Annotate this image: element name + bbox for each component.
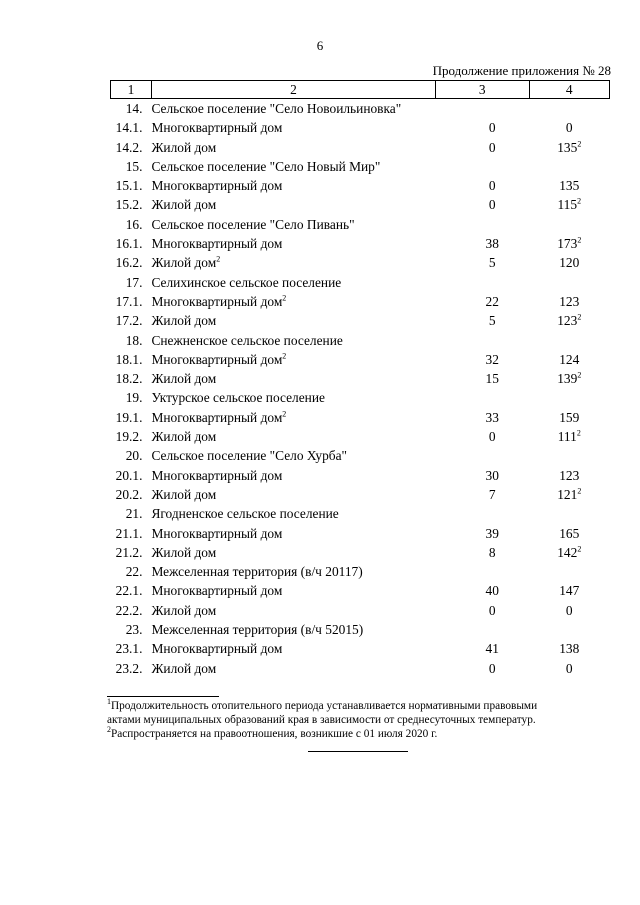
table-row (111, 215, 610, 234)
row-value-4 (529, 562, 609, 581)
table-row (111, 369, 610, 388)
row-value-4 (529, 292, 609, 311)
row-value-3 (435, 639, 529, 658)
row-number (111, 446, 152, 465)
row-name (151, 369, 435, 388)
row-number (111, 620, 152, 639)
table-row (111, 253, 610, 272)
row-number (111, 369, 152, 388)
table-row (111, 427, 610, 446)
footnote-ref: 2 (577, 486, 582, 496)
row-value-3-text: 0 (488, 120, 496, 136)
row-value-4 (529, 253, 609, 272)
row-name (151, 581, 435, 600)
row-number-text: 20. (125, 448, 143, 464)
row-value-3 (435, 388, 529, 407)
row-value-3 (435, 292, 529, 311)
row-number (111, 524, 152, 543)
row-value-3-text: 0 (488, 429, 496, 445)
footnote-ref: 2 (577, 312, 582, 322)
footnote-ref: 2 (577, 235, 582, 245)
row-name (151, 446, 435, 465)
column-header-4: 4 (529, 81, 609, 99)
row-number-text: 18. (125, 332, 143, 348)
row-value-4 (529, 408, 609, 427)
row-number-text: 15.1. (115, 178, 143, 194)
row-name-text: Жилой дом (151, 602, 217, 618)
table-row (111, 581, 610, 600)
row-value-4 (529, 369, 609, 388)
row-name (151, 485, 435, 504)
row-number-text: 16.2. (115, 255, 143, 271)
table-row (111, 504, 610, 523)
row-name-text: Многоквартирный дом (151, 120, 283, 136)
column-header-3: 3 (435, 81, 529, 99)
row-number (111, 388, 152, 407)
row-value-4 (529, 504, 609, 523)
row-value-3-text: 39 (485, 525, 499, 541)
row-value-4 (529, 138, 609, 157)
row-number (111, 234, 152, 253)
end-separator (308, 751, 408, 752)
row-value-4-text: 165 (559, 525, 580, 541)
row-name-text: Многоквартирный дом (151, 293, 283, 309)
row-value-4 (529, 524, 609, 543)
row-number (111, 485, 152, 504)
row-value-4-text: 120 (559, 255, 580, 271)
row-value-4-text: 135 (559, 178, 580, 194)
heating-period-table (110, 80, 610, 678)
table-row (111, 659, 610, 678)
row-value-4-text: 115 (557, 197, 578, 213)
row-value-3 (435, 427, 529, 446)
row-value-4 (529, 446, 609, 465)
row-value-3 (435, 581, 529, 600)
row-number-text: 15. (125, 158, 143, 174)
row-number-text: 20.1. (115, 467, 143, 483)
row-name-text: Многоквартирный дом (151, 467, 283, 483)
row-name (151, 195, 435, 214)
row-name (151, 562, 435, 581)
row-name (151, 388, 435, 407)
row-value-4 (529, 311, 609, 330)
column-header-2: 2 (151, 81, 435, 99)
row-value-4-text: 123 (557, 313, 578, 329)
table-row (111, 118, 610, 137)
row-name (151, 292, 435, 311)
row-value-4 (529, 99, 609, 119)
row-number (111, 601, 152, 620)
row-number (111, 195, 152, 214)
footnote-2 (107, 727, 607, 741)
row-name-text: Межселенная территория (в/ч 20117) (151, 564, 363, 580)
row-value-4 (529, 639, 609, 658)
row-value-4-text: 123 (559, 467, 580, 483)
row-name-text: Уктурское сельское поселение (151, 390, 325, 406)
row-value-4 (529, 427, 609, 446)
row-name-text: Межселенная территория (в/ч 52015) (151, 622, 364, 638)
row-value-3 (435, 601, 529, 620)
row-name (151, 157, 435, 176)
row-name-text: Жилой дом (151, 660, 217, 676)
row-value-3-text: 38 (485, 236, 499, 252)
row-value-4-text: 123 (559, 293, 580, 309)
footnote-ref: 2 (577, 544, 582, 554)
row-value-4 (529, 195, 609, 214)
table-row (111, 562, 610, 581)
row-value-3 (435, 369, 529, 388)
row-value-4 (529, 388, 609, 407)
row-value-4 (529, 659, 609, 678)
row-number-text: 22.1. (115, 583, 143, 599)
row-value-3-text: 8 (488, 544, 496, 560)
row-value-4-text: 0 (565, 660, 573, 676)
table-row (111, 234, 610, 253)
row-value-4-text: 142 (557, 544, 578, 560)
row-value-3 (435, 562, 529, 581)
row-value-3-text: 7 (488, 486, 496, 502)
row-name-text: Ягодненское сельское поселение (151, 506, 339, 522)
footnote-2-text: Распространяется на правоотношения, возникшие с 01 июля 2020 г. (111, 728, 438, 740)
row-name-text: Сельское поселение "Село Хурба" (151, 448, 348, 464)
row-number (111, 639, 152, 658)
row-name (151, 659, 435, 678)
row-name-text: Сельское поселение "Село Новоильиновка" (151, 101, 402, 116)
row-number-text: 20.2. (115, 486, 143, 502)
row-value-3-text: 0 (488, 602, 496, 618)
row-name (151, 504, 435, 523)
row-value-4 (529, 485, 609, 504)
row-name-text: Многоквартирный дом (151, 409, 283, 425)
row-value-4 (529, 215, 609, 234)
row-value-3 (435, 446, 529, 465)
row-value-4-text: 111 (557, 429, 577, 445)
row-number (111, 157, 152, 176)
row-name (151, 311, 435, 330)
footnote-ref: 2 (577, 197, 582, 207)
row-name (151, 543, 435, 562)
row-value-3 (435, 176, 529, 195)
row-value-3 (435, 543, 529, 562)
row-value-4-text: 138 (559, 641, 580, 657)
row-value-3-text: 5 (488, 313, 496, 329)
row-number (111, 543, 152, 562)
row-value-3-text: 33 (485, 409, 499, 425)
row-value-4 (529, 466, 609, 485)
table-row (111, 466, 610, 485)
row-number (111, 138, 152, 157)
footnotes (107, 699, 607, 741)
row-number-text: 23. (125, 622, 143, 638)
row-value-4 (529, 176, 609, 195)
column-header-1: 1 (111, 81, 152, 99)
footnote-ref: 2 (216, 254, 221, 264)
row-name (151, 118, 435, 137)
row-value-3-text: 0 (488, 139, 496, 155)
footnote-1-mark: 1 (107, 697, 111, 707)
row-value-3-text: 15 (485, 371, 499, 387)
row-name (151, 215, 435, 234)
row-number (111, 253, 152, 272)
footnote-2-mark: 2 (107, 725, 111, 735)
row-value-3 (435, 215, 529, 234)
row-name-text: Снежненское сельское поселение (151, 332, 343, 348)
table-row (111, 524, 610, 543)
row-value-3 (435, 253, 529, 272)
row-value-4 (529, 331, 609, 350)
row-name (151, 408, 435, 427)
row-number (111, 292, 152, 311)
row-value-4-text: 0 (565, 602, 573, 618)
row-value-3 (435, 99, 529, 119)
row-value-3 (435, 234, 529, 253)
row-value-4 (529, 157, 609, 176)
row-value-4-text: 159 (559, 409, 580, 425)
row-value-4-text: 135 (557, 139, 578, 155)
row-number-text: 18.1. (115, 351, 143, 367)
continuation-caption: Продолжение приложения № 28 (432, 63, 611, 78)
table-row (111, 195, 610, 214)
row-name-text: Жилой дом (151, 313, 217, 329)
table-row (111, 485, 610, 504)
row-name (151, 350, 435, 369)
row-value-3 (435, 118, 529, 137)
row-number-text: 17.2. (115, 313, 143, 329)
table-row (111, 331, 610, 350)
row-value-3 (435, 138, 529, 157)
row-value-3-text: 0 (488, 197, 496, 213)
row-number (111, 176, 152, 195)
row-value-4 (529, 273, 609, 292)
row-value-3-text: 30 (485, 467, 499, 483)
row-name (151, 601, 435, 620)
row-number (111, 273, 152, 292)
row-number-text: 14.1. (115, 120, 143, 136)
row-number (111, 562, 152, 581)
table-row (111, 311, 610, 330)
table-row (111, 601, 610, 620)
footnote-ref: 2 (577, 370, 582, 380)
table-header-row (111, 81, 610, 99)
row-number (111, 659, 152, 678)
row-number (111, 350, 152, 369)
row-value-3 (435, 485, 529, 504)
row-number (111, 118, 152, 137)
row-number (111, 331, 152, 350)
row-name (151, 234, 435, 253)
row-number-text: 21.2. (115, 544, 143, 560)
table-row (111, 292, 610, 311)
row-number-text: 23.2. (115, 660, 143, 676)
row-value-4-text: 0 (565, 120, 573, 136)
row-number (111, 581, 152, 600)
footnote-ref: 2 (576, 428, 581, 438)
row-name-text: Жилой дом (151, 139, 217, 155)
row-name (151, 331, 435, 350)
row-name-text: Многоквартирный дом (151, 525, 283, 541)
table-row (111, 350, 610, 369)
row-number-text: 21.1. (115, 525, 143, 541)
table-row (111, 157, 610, 176)
row-value-4 (529, 118, 609, 137)
row-value-3 (435, 620, 529, 639)
row-value-4-text: 139 (557, 371, 578, 387)
row-name-text: Сельское поселение "Село Новый Мир" (151, 158, 381, 174)
row-value-4-text: 173 (557, 236, 578, 252)
row-name-text: Сельское поселение "Село Пивань" (151, 216, 355, 232)
row-name-text: Жилой дом (151, 197, 217, 213)
row-number (111, 215, 152, 234)
row-name-text: Многоквартирный дом (151, 641, 283, 657)
row-number-text: 22. (125, 564, 143, 580)
page-number: 6 (316, 38, 324, 53)
footnote-ref: 2 (282, 293, 287, 303)
row-number (111, 466, 152, 485)
row-value-3-text: 0 (488, 660, 496, 676)
row-value-4-text: 121 (557, 486, 578, 502)
row-value-3 (435, 195, 529, 214)
table-row (111, 388, 610, 407)
row-value-4-text: 124 (559, 351, 580, 367)
footnote-1 (107, 699, 607, 727)
footnote-ref: 2 (577, 139, 582, 149)
row-value-3 (435, 466, 529, 485)
row-value-3-text: 5 (488, 255, 496, 271)
row-value-4-text: 147 (559, 583, 580, 599)
row-value-3 (435, 311, 529, 330)
row-number-text: 16.1. (115, 236, 143, 252)
table-row (111, 446, 610, 465)
row-name-text: Многоквартирный дом (151, 351, 283, 367)
row-number-text: 14.2. (115, 139, 143, 155)
row-number-text: 17. (125, 274, 143, 290)
row-number-text: 19. (125, 390, 143, 406)
row-name-text: Жилой дом (151, 486, 217, 502)
row-number (111, 504, 152, 523)
row-number (111, 311, 152, 330)
row-name-text: Многоквартирный дом (151, 178, 283, 194)
row-number-text: 15.2. (115, 197, 143, 213)
row-value-3 (435, 408, 529, 427)
row-number (111, 99, 152, 119)
row-value-4 (529, 543, 609, 562)
row-name-text: Жилой дом (151, 371, 217, 387)
row-value-3-text: 41 (485, 641, 499, 657)
row-value-4 (529, 620, 609, 639)
row-value-3 (435, 157, 529, 176)
footnote-separator (107, 696, 219, 697)
table-row (111, 639, 610, 658)
row-name (151, 253, 435, 272)
row-value-3-text: 40 (485, 583, 499, 599)
table-row (111, 620, 610, 639)
footnote-1-text-continued: актами муниципальных образований края в зависимости от среднесуточных температур. (107, 714, 536, 726)
row-value-3 (435, 273, 529, 292)
row-number-text: 17.1. (115, 293, 143, 309)
row-name-text: Многоквартирный дом (151, 236, 283, 252)
row-name-text: Многоквартирный дом (151, 583, 283, 599)
row-name (151, 427, 435, 446)
row-name (151, 273, 435, 292)
footnote-1-text: Продолжительность отопительного периода устанавливается нормативными правовыми (111, 700, 538, 712)
table-row (111, 176, 610, 195)
row-name (151, 639, 435, 658)
row-value-3 (435, 659, 529, 678)
row-name-text: Жилой дом (151, 429, 217, 445)
row-value-4 (529, 581, 609, 600)
row-number (111, 408, 152, 427)
row-value-3-text: 32 (485, 351, 499, 367)
row-name-text: Жилой дом (151, 255, 217, 271)
row-name (151, 524, 435, 543)
row-value-3-text: 0 (488, 178, 496, 194)
table-row (111, 99, 610, 119)
table-row (111, 543, 610, 562)
footnote-ref: 2 (282, 409, 287, 419)
row-name (151, 176, 435, 195)
table-row (111, 273, 610, 292)
table-row (111, 138, 610, 157)
row-name-text: Жилой дом (151, 544, 217, 560)
row-value-3 (435, 350, 529, 369)
table-row (111, 408, 610, 427)
row-value-3 (435, 504, 529, 523)
row-value-4 (529, 350, 609, 369)
row-number-text: 14. (125, 101, 143, 116)
row-number-text: 23.1. (115, 641, 143, 657)
row-number-text: 19.1. (115, 409, 143, 425)
row-name (151, 620, 435, 639)
row-value-3 (435, 524, 529, 543)
footnote-ref: 2 (282, 351, 287, 361)
row-number-text: 16. (125, 216, 143, 232)
row-number-text: 18.2. (115, 371, 143, 387)
row-number (111, 427, 152, 446)
row-value-4 (529, 601, 609, 620)
row-value-3-text: 22 (485, 293, 499, 309)
row-value-3 (435, 331, 529, 350)
row-number-text: 22.2. (115, 602, 143, 618)
row-name (151, 138, 435, 157)
row-name-text: Селихинское сельское поселение (151, 274, 342, 290)
row-value-4 (529, 234, 609, 253)
row-number-text: 19.2. (115, 429, 143, 445)
row-number-text: 21. (125, 506, 143, 522)
row-name (151, 466, 435, 485)
row-name (151, 99, 435, 119)
